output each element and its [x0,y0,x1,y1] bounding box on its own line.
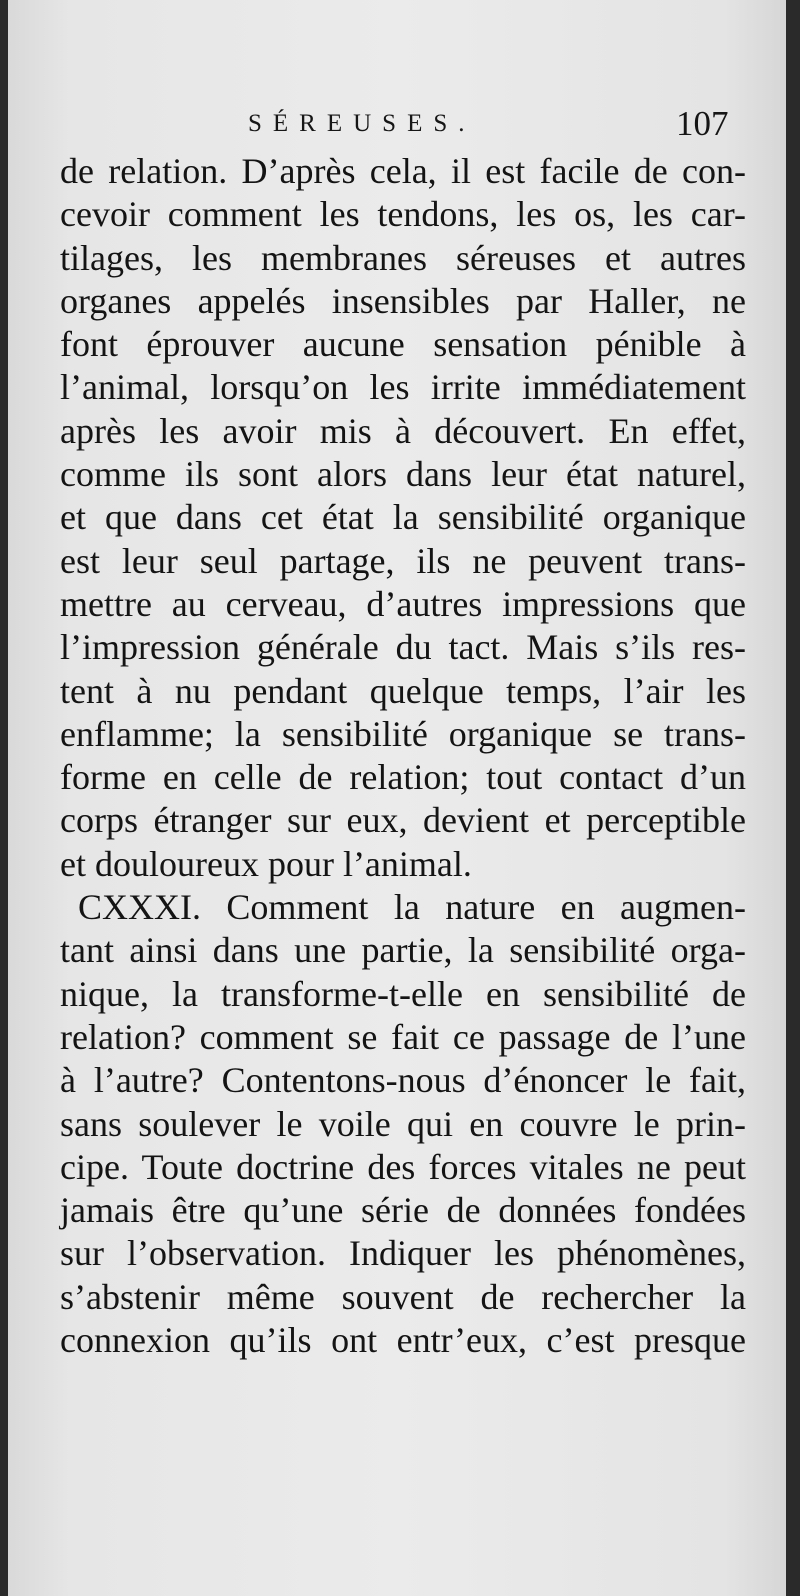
text-line: jamais être qu’une série de données fondées [60,1190,746,1231]
text-line: l’animal, lorsqu’on les irrite immédiatement [60,367,746,408]
text-line: de relation. D’après cela, il est facile de con- [60,151,746,191]
text-line: tilages, les membranes séreuses et autres [60,237,746,278]
text-line: tent à nu pendant quelque temps, l’air les [60,670,746,711]
text-line: et que dans cet état la sensibilité organique [60,497,746,538]
text-line: nique, la transforme-t-elle en sensibilité de [60,973,746,1014]
text-line: organes appelés insensibles par Haller, ne [60,280,746,321]
book-page [8,0,786,1596]
text-line: cipe. Toute doctrine des forces vitales ne peut [60,1146,746,1187]
section-start-line: CXXXI. Comment la nature en augmen- [78,887,746,928]
text-line: cevoir comment les tendons, les os, les car- [60,194,746,235]
running-head-title: SÉREUSES. [248,110,476,137]
text-line: font éprouver aucune sensation pénible à [60,324,746,365]
text-line: à l’autre? Contentons-nous d’énoncer le fait, [60,1060,746,1101]
paragraph-end-line: et douloureux pour l’animal. [60,843,472,884]
text-line: l’impression générale du tact. Mais s’ils res- [60,627,746,668]
text-line: sans soulever le voile qui en couvre le prin- [60,1103,746,1144]
text-line: tant ainsi dans une partie, la sensibilité orga- [60,930,746,971]
text-line: enflamme; la sensibilité organique se trans- [60,713,746,754]
text-line: sur l’observation. Indiquer les phénomènes, [60,1233,746,1274]
body-text [60,150,746,1362]
text-line: corps étranger sur eux, devient et perceptible [60,800,746,841]
text-line: comme ils sont alors dans leur état naturel, [60,454,746,495]
text-line: mettre au cerveau, d’autres impressions que [60,583,746,624]
running-head [8,104,786,148]
text-line: est leur seul partage, ils ne peuvent trans- [60,540,746,581]
text-line: relation? comment se fait ce passage de l’une [60,1016,746,1057]
text-line: après les avoir mis à découvert. En effet, [60,410,746,451]
text-line: s’abstenir même souvent de rechercher la [60,1276,746,1317]
text-line: forme en celle de relation; tout contact d’un [60,757,746,798]
text-line: connexion qu’ils ont entr’eux, c’est presque [60,1320,746,1361]
page-number: 107 [676,104,729,143]
